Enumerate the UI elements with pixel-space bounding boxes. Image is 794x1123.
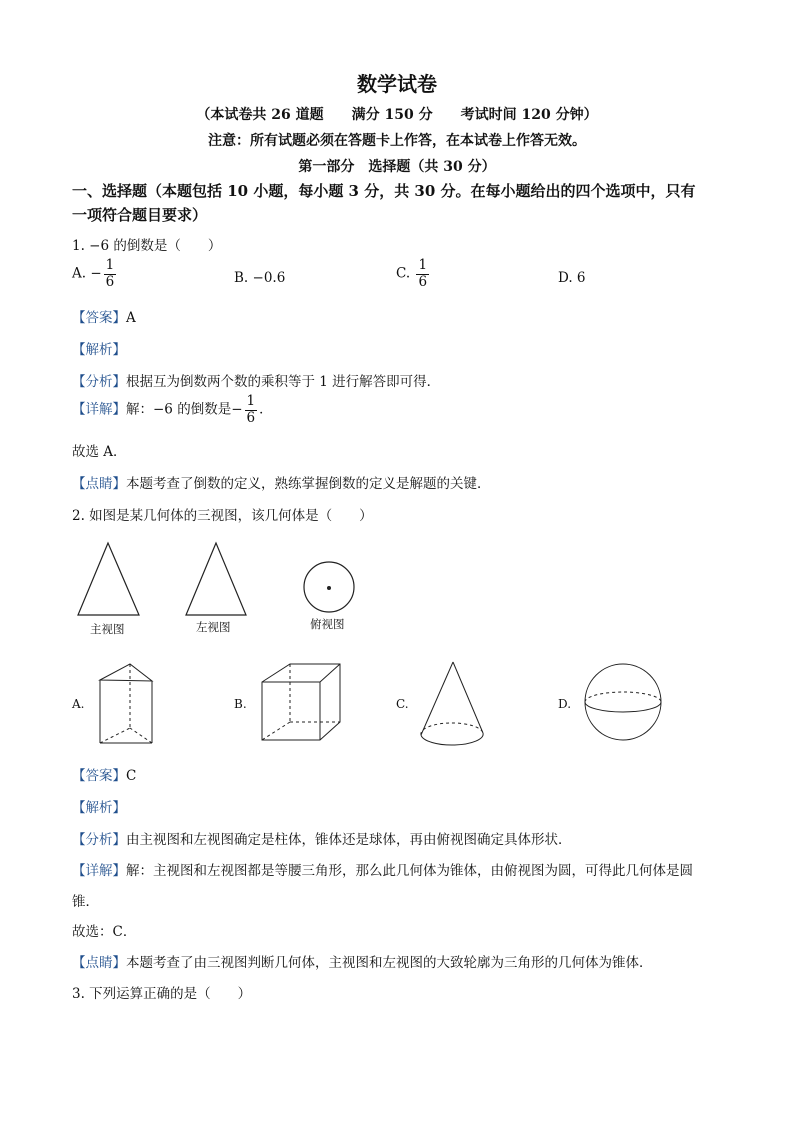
page-title: 数学试卷: [357, 72, 437, 96]
denominator: 6: [246, 409, 256, 426]
section-heading-line1: 一、选择题（本题包括 10 小题，每小题 3 分，共 30 分。在每小题给出的四个选项中，只有: [72, 182, 696, 200]
cone-icon: [421, 662, 483, 745]
analysis-tag: 【分析】: [72, 374, 126, 390]
q2-stem: 2. 如图是某几何体的三视图，该几何体是（ ）: [72, 508, 373, 524]
sphere-icon: [585, 664, 661, 740]
prism-icon: [100, 664, 152, 743]
numerator: 1: [418, 257, 428, 273]
q1-stem: 1. −6 的倒数是（ ）: [72, 238, 222, 254]
minus-sign: −: [90, 265, 102, 282]
q3-stem: 3. 下列运算正确的是（ ）: [72, 986, 252, 1002]
review-text: 本题考查了倒数的定义，熟练掌握倒数的定义是解题的关键．: [126, 476, 491, 492]
left-view-caption: 左视图: [196, 620, 231, 634]
top-view-caption: 俯视图: [310, 617, 345, 631]
review-text: 本题考查了由三视图判断几何体，主视图和左视图的大致轮廓为三角形的几何体为锥体．: [126, 955, 653, 971]
analysis-text: 由主视图和左视图确定是柱体，锥体还是球体，再由俯视图确定具体形状．: [126, 832, 572, 848]
top-view-circle: [304, 562, 354, 612]
detail-end: ．: [259, 401, 273, 418]
part-heading: 第一部分 选择题（共 30 分）: [298, 159, 496, 175]
q1-option-b: B. −0.6: [234, 270, 286, 286]
q2-option-b: B.: [234, 697, 247, 711]
q2-review: [72, 951, 653, 971]
left-view-triangle: [186, 543, 246, 615]
detail-tag: 【详解】: [72, 401, 126, 418]
q2-choice: 故选：C．: [72, 924, 137, 940]
q1-option-d: D. 6: [558, 270, 586, 286]
review-tag: 【点睛】: [72, 476, 126, 492]
q2-answer: [72, 764, 136, 784]
denominator: 6: [418, 273, 428, 290]
q2-option-d: D.: [558, 697, 572, 711]
q2-jiexi-tag: 【解析】: [72, 800, 126, 816]
numerator: 1: [105, 257, 115, 273]
option-label: A.: [72, 265, 87, 282]
section-heading-line2: 一项符合题目要求）: [72, 206, 208, 224]
front-view-caption: 主视图: [90, 622, 125, 636]
minus-sign: −: [231, 401, 243, 418]
q2-detail-line2: 锥．: [72, 894, 99, 910]
cube-icon: [262, 664, 340, 740]
denominator: 6: [105, 273, 115, 290]
q1-choice: 故选 A．: [72, 444, 127, 460]
detail-tag: 【详解】: [72, 863, 126, 879]
q1-jiexi-tag: 【解析】: [72, 342, 126, 358]
q2-analysis: [72, 828, 572, 848]
answer-value: C: [126, 768, 137, 784]
exam-meta: （本试卷共 26 道题 满分 150 分 考试时间 120 分钟）: [196, 107, 598, 123]
front-view-triangle: [78, 543, 139, 615]
q2-detail-line1: [72, 859, 693, 879]
answer-tag: 【答案】: [72, 768, 126, 784]
q2-option-c: C.: [396, 697, 409, 711]
answer-value: A: [126, 310, 136, 326]
answer-tag: 【答案】: [72, 310, 126, 326]
analysis-tag: 【分析】: [72, 832, 126, 848]
numerator: 1: [246, 393, 256, 409]
q2-option-a: A.: [72, 697, 85, 711]
detail-text: 解：−6 的倒数是: [126, 401, 232, 418]
review-tag: 【点睛】: [72, 955, 126, 971]
exam-notice: 注意：所有试题必须在答题卡上作答，在本试卷上作答无效。: [208, 133, 586, 149]
analysis-text: 根据互为倒数两个数的乘积等于 1 进行解答即可得．: [126, 374, 441, 390]
detail-text: 解：主视图和左视图都是等腰三角形，那么此几何体为锥体，由俯视图为圆，可得此几何体是圆: [126, 863, 693, 879]
option-label: C.: [396, 265, 411, 282]
